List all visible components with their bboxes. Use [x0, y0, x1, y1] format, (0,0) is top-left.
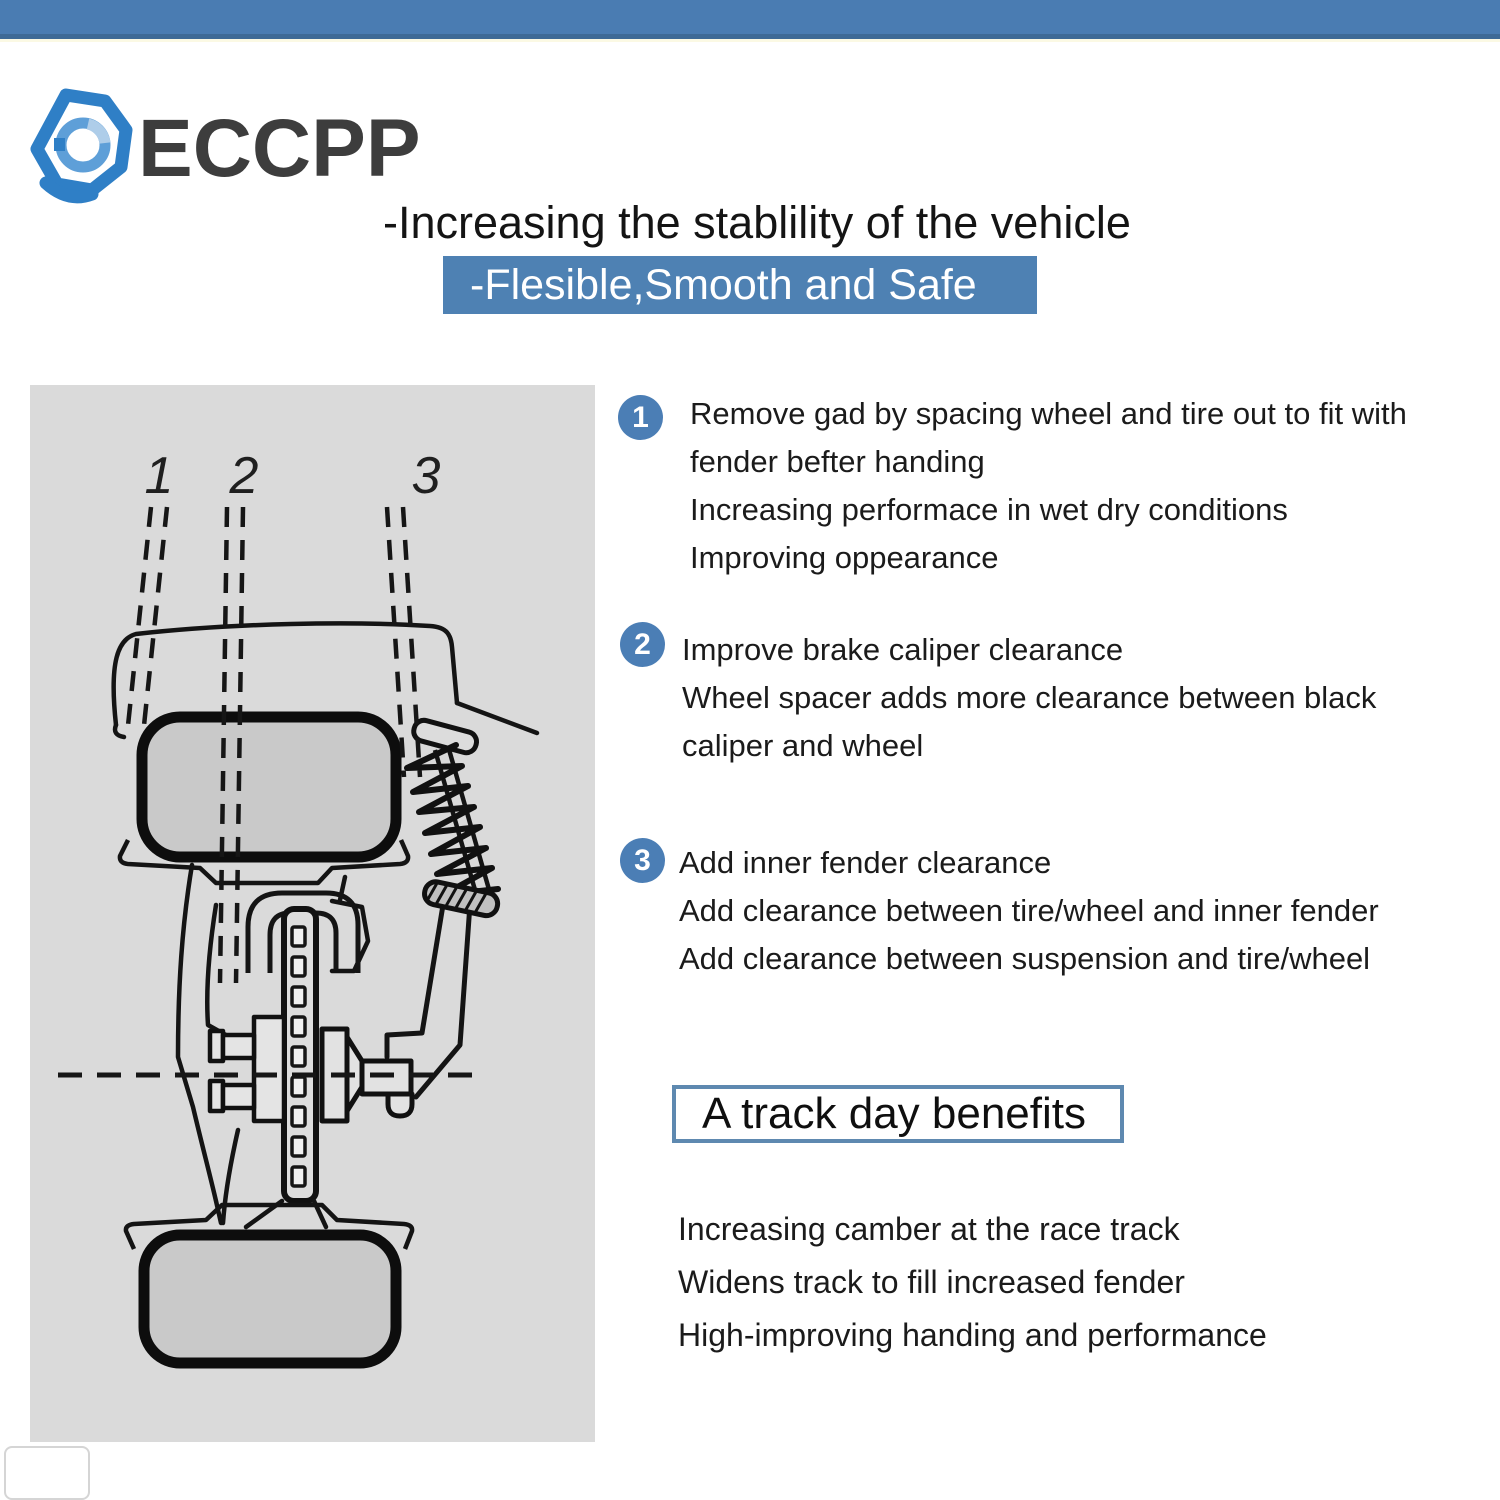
number-badge-2: 2 [620, 622, 665, 667]
track-day-heading-box [672, 1085, 1124, 1143]
benefit-text-3 [679, 839, 1379, 983]
benefit-line: Add inner fender clearance [679, 845, 1052, 880]
benefit-line: Remove gad by spacing wheel and tire out to fit with [690, 396, 1407, 431]
top-accent-bar [0, 0, 1500, 39]
brand-name: ECCPP [138, 103, 421, 194]
brake-rotor [284, 909, 316, 1201]
benefit-line: Wheel spacer adds more clearance between black [682, 680, 1377, 715]
track-day-line: Widens track to fill increased fender [678, 1264, 1185, 1300]
benefit-text-2 [682, 626, 1376, 770]
benefit-line: caliper and wheel [682, 728, 924, 763]
page-title: -Increasing the stablility of the vehicle [383, 197, 1131, 248]
benefit-line: Improve brake caliper clearance [682, 632, 1124, 667]
diagram-label-2: 2 [229, 447, 259, 505]
track-day-line: Increasing camber at the race track [678, 1211, 1180, 1247]
number-badge-1: 1 [618, 395, 663, 440]
diagram-label-1: 1 [144, 447, 174, 505]
number-badge-3: 3 [620, 838, 665, 883]
top-bar-divider [0, 39, 1500, 42]
benefit-line: fender befter handing [690, 444, 985, 479]
diagram-label-3: 3 [411, 447, 441, 505]
benefit-line: Add clearance between suspension and tire/wheel [679, 941, 1371, 976]
track-day-text [678, 1203, 1267, 1362]
track-day-heading: A track day benefits [702, 1089, 1086, 1138]
benefit-line: Improving oppearance [690, 540, 999, 575]
benefit-line: Add clearance between tire/wheel and inner fender [679, 893, 1379, 928]
lower-tire [144, 1235, 396, 1363]
track-day-line: High-improving handing and performance [678, 1317, 1267, 1353]
gear-logo-icon [26, 86, 136, 204]
upper-tire [142, 717, 396, 857]
subtitle-banner: -Flesible,Smooth and Safe [443, 256, 1037, 314]
benefit-text-1 [690, 390, 1407, 582]
benefit-line: Increasing performace in wet dry conditions [690, 492, 1288, 527]
corner-artifact [4, 1446, 90, 1500]
suspension-diagram [30, 385, 595, 1442]
